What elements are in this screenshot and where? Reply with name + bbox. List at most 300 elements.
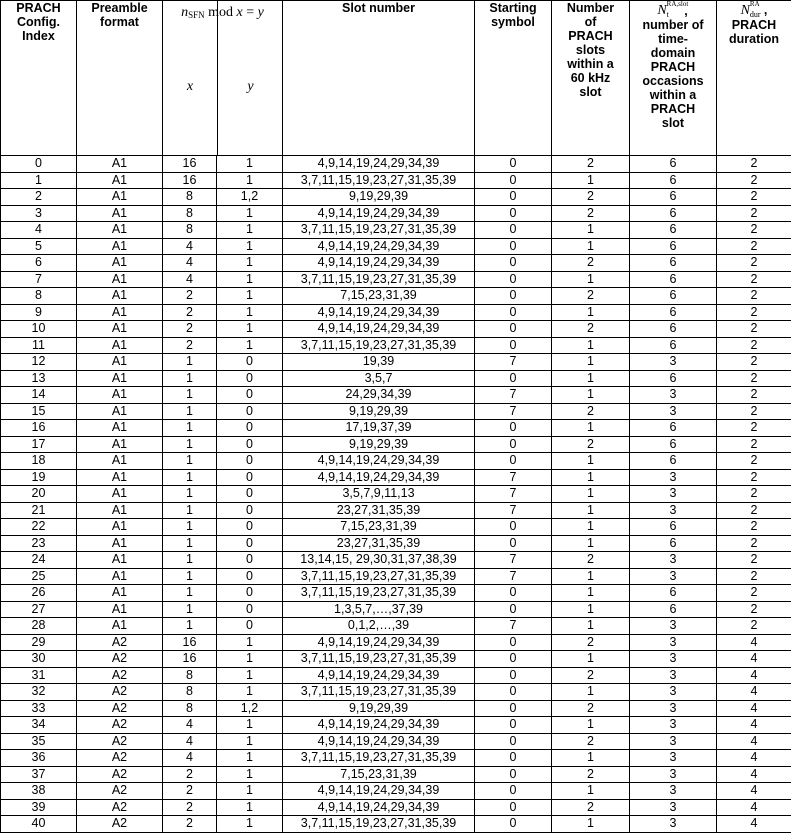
cell-slot-number: 7,15,23,31,39 [283, 519, 475, 536]
cell-config-index: 3 [1, 205, 77, 222]
cell-num-occasions: 6 [630, 304, 717, 321]
cell-x-value: 2 [163, 799, 217, 816]
cell-num-prach-slots: 2 [552, 205, 630, 222]
cell-y-value: 1 [217, 783, 283, 800]
cell-slot-number: 24,29,34,39 [283, 387, 475, 404]
cell-num-prach-slots: 1 [552, 750, 630, 767]
cell-num-occasions: 6 [630, 453, 717, 470]
cell-x-value: 1 [163, 354, 217, 371]
cell-slot-number: 4,9,14,19,24,29,34,39 [283, 453, 475, 470]
cell-config-index: 35 [1, 733, 77, 750]
cell-y-value: 1 [217, 750, 283, 767]
cell-num-occasions: 6 [630, 337, 717, 354]
cell-y-value: 0 [217, 370, 283, 387]
cell-x-value: 1 [163, 585, 217, 602]
cell-x-value: 2 [163, 766, 217, 783]
cell-slot-number: 4,9,14,19,24,29,34,39 [283, 783, 475, 800]
cell-starting-symbol: 0 [475, 436, 552, 453]
cell-prach-duration: 2 [717, 354, 791, 371]
table-row [1, 387, 791, 404]
cell-num-prach-slots: 1 [552, 337, 630, 354]
table-row [1, 436, 791, 453]
cell-x-value: 1 [163, 618, 217, 635]
table-row [1, 255, 791, 272]
table-row [1, 618, 791, 635]
cell-y-value: 1 [217, 222, 283, 239]
cell-config-index: 31 [1, 667, 77, 684]
cell-num-occasions: 3 [630, 634, 717, 651]
cell-config-index: 7 [1, 271, 77, 288]
cell-config-index: 40 [1, 816, 77, 833]
cell-prach-duration: 4 [717, 733, 791, 750]
cell-starting-symbol: 7 [475, 502, 552, 519]
cell-x-value: 1 [163, 420, 217, 437]
table-row [1, 403, 791, 420]
cell-num-prach-slots: 2 [552, 288, 630, 305]
cell-config-index: 34 [1, 717, 77, 734]
cell-starting-symbol: 0 [475, 420, 552, 437]
cell-num-prach-slots: 2 [552, 436, 630, 453]
cell-slot-number: 1,3,5,7,…,37,39 [283, 601, 475, 618]
cell-y-value: 0 [217, 601, 283, 618]
cell-prach-duration: 4 [717, 816, 791, 833]
cell-slot-number: 4,9,14,19,24,29,34,39 [283, 238, 475, 255]
cell-starting-symbol: 7 [475, 354, 552, 371]
table-row [1, 321, 791, 338]
cell-num-occasions: 3 [630, 717, 717, 734]
cell-slot-number: 3,5,7 [283, 370, 475, 387]
cell-x-value: 1 [163, 552, 217, 569]
cell-prach-duration: 2 [717, 420, 791, 437]
cell-y-value: 1 [217, 766, 283, 783]
table-body [1, 156, 791, 833]
cell-x-value: 1 [163, 535, 217, 552]
cell-starting-symbol: 0 [475, 189, 552, 206]
cell-num-prach-slots: 2 [552, 766, 630, 783]
cell-num-prach-slots: 2 [552, 799, 630, 816]
cell-num-prach-slots: 2 [552, 403, 630, 420]
cell-slot-number: 3,7,11,15,19,23,27,31,35,39 [283, 750, 475, 767]
cell-preamble-format: A1 [77, 403, 163, 420]
cell-num-occasions: 3 [630, 733, 717, 750]
cell-num-occasions: 3 [630, 387, 717, 404]
cell-preamble-format: A1 [77, 502, 163, 519]
cell-prach-duration: 2 [717, 618, 791, 635]
cell-x-value: 1 [163, 436, 217, 453]
cell-x-value: 4 [163, 238, 217, 255]
cell-num-occasions: 3 [630, 766, 717, 783]
cell-preamble-format: A2 [77, 783, 163, 800]
cell-config-index: 0 [1, 156, 77, 173]
table-row [1, 651, 791, 668]
cell-slot-number: 3,5,7,9,11,13 [283, 486, 475, 503]
cell-starting-symbol: 0 [475, 816, 552, 833]
table-row [1, 717, 791, 734]
cell-preamble-format: A1 [77, 321, 163, 338]
cell-preamble-format: A1 [77, 387, 163, 404]
cell-starting-symbol: 0 [475, 651, 552, 668]
cell-prach-duration: 2 [717, 337, 791, 354]
cell-num-prach-slots: 1 [552, 420, 630, 437]
cell-num-prach-slots: 1 [552, 568, 630, 585]
cell-y-value: 1 [217, 156, 283, 173]
cell-y-value: 0 [217, 436, 283, 453]
cell-num-prach-slots: 1 [552, 535, 630, 552]
cell-x-value: 2 [163, 321, 217, 338]
header-x-label: x [186, 79, 194, 94]
table-row [1, 205, 791, 222]
cell-prach-duration: 2 [717, 205, 791, 222]
cell-num-prach-slots: 1 [552, 717, 630, 734]
cell-y-value: 1 [217, 651, 283, 668]
table-row [1, 337, 791, 354]
cell-y-value: 0 [217, 568, 283, 585]
table-row [1, 700, 791, 717]
cell-prach-duration: 2 [717, 172, 791, 189]
cell-slot-number: 23,27,31,35,39 [283, 502, 475, 519]
cell-starting-symbol: 0 [475, 222, 552, 239]
cell-starting-symbol: 0 [475, 667, 552, 684]
cell-prach-duration: 2 [717, 486, 791, 503]
cell-y-value: 0 [217, 387, 283, 404]
cell-num-occasions: 3 [630, 651, 717, 668]
cell-slot-number: 23,27,31,35,39 [283, 535, 475, 552]
header-row [1, 1, 791, 156]
cell-slot-number: 4,9,14,19,24,29,34,39 [283, 469, 475, 486]
cell-preamble-format: A2 [77, 651, 163, 668]
cell-preamble-format: A1 [77, 552, 163, 569]
cell-config-index: 39 [1, 799, 77, 816]
cell-starting-symbol: 0 [475, 783, 552, 800]
cell-starting-symbol: 0 [475, 156, 552, 173]
cell-preamble-format: A1 [77, 618, 163, 635]
table-row [1, 222, 791, 239]
cell-num-prach-slots: 2 [552, 156, 630, 173]
cell-x-value: 8 [163, 667, 217, 684]
cell-prach-duration: 2 [717, 403, 791, 420]
cell-slot-number: 3,7,11,15,19,23,27,31,35,39 [283, 568, 475, 585]
cell-starting-symbol: 7 [475, 469, 552, 486]
cell-num-occasions: 3 [630, 552, 717, 569]
table-row [1, 750, 791, 767]
header-num-occasions: N RA,slot t , number of time- domain PRACH occasions within a PRACH slot [630, 1, 717, 156]
cell-slot-number: 3,7,11,15,19,23,27,31,35,39 [283, 816, 475, 833]
cell-prach-duration: 4 [717, 651, 791, 668]
cell-x-value: 1 [163, 469, 217, 486]
cell-y-value: 1 [217, 684, 283, 701]
cell-prach-duration: 2 [717, 601, 791, 618]
cell-y-value: 0 [217, 486, 283, 503]
cell-slot-number: 4,9,14,19,24,29,34,39 [283, 304, 475, 321]
table-row [1, 667, 791, 684]
cell-slot-number: 4,9,14,19,24,29,34,39 [283, 667, 475, 684]
cell-config-index: 23 [1, 535, 77, 552]
cell-num-prach-slots: 1 [552, 238, 630, 255]
cell-starting-symbol: 0 [475, 288, 552, 305]
cell-x-value: 4 [163, 255, 217, 272]
cell-y-value: 1,2 [217, 700, 283, 717]
cell-preamble-format: A1 [77, 453, 163, 470]
cell-starting-symbol: 0 [475, 255, 552, 272]
cell-prach-duration: 2 [717, 222, 791, 239]
cell-config-index: 25 [1, 568, 77, 585]
cell-starting-symbol: 0 [475, 717, 552, 734]
cell-preamble-format: A1 [77, 304, 163, 321]
cell-x-value: 16 [163, 156, 217, 173]
cell-y-value: 1 [217, 816, 283, 833]
cell-num-prach-slots: 1 [552, 370, 630, 387]
cell-num-occasions: 6 [630, 271, 717, 288]
cell-slot-number: 9,19,29,39 [283, 189, 475, 206]
table-row [1, 453, 791, 470]
cell-x-value: 4 [163, 271, 217, 288]
cell-num-prach-slots: 2 [552, 255, 630, 272]
table-row [1, 271, 791, 288]
cell-y-value: 0 [217, 354, 283, 371]
cell-config-index: 20 [1, 486, 77, 503]
cell-preamble-format: A1 [77, 601, 163, 618]
cell-x-value: 2 [163, 337, 217, 354]
cell-preamble-format: A2 [77, 684, 163, 701]
cell-num-occasions: 3 [630, 469, 717, 486]
cell-num-prach-slots: 2 [552, 733, 630, 750]
cell-x-value: 8 [163, 205, 217, 222]
cell-starting-symbol: 7 [475, 568, 552, 585]
cell-slot-number: 4,9,14,19,24,29,34,39 [283, 634, 475, 651]
cell-num-occasions: 6 [630, 436, 717, 453]
cell-slot-number: 3,7,11,15,19,23,27,31,35,39 [283, 222, 475, 239]
cell-starting-symbol: 0 [475, 337, 552, 354]
cell-starting-symbol: 0 [475, 172, 552, 189]
cell-y-value: 1 [217, 205, 283, 222]
cell-x-value: 1 [163, 387, 217, 404]
cell-config-index: 5 [1, 238, 77, 255]
cell-config-index: 36 [1, 750, 77, 767]
cell-starting-symbol: 0 [475, 370, 552, 387]
cell-num-occasions: 3 [630, 700, 717, 717]
cell-num-prach-slots: 2 [552, 552, 630, 569]
cell-x-value: 8 [163, 222, 217, 239]
cell-config-index: 16 [1, 420, 77, 437]
cell-prach-duration: 2 [717, 271, 791, 288]
cell-num-occasions: 3 [630, 684, 717, 701]
cell-num-prach-slots: 1 [552, 387, 630, 404]
cell-prach-duration: 2 [717, 502, 791, 519]
table-row [1, 816, 791, 833]
cell-x-value: 1 [163, 486, 217, 503]
cell-preamble-format: A1 [77, 469, 163, 486]
cell-prach-duration: 2 [717, 156, 791, 173]
table-row [1, 585, 791, 602]
cell-x-value: 1 [163, 519, 217, 536]
cell-config-index: 18 [1, 453, 77, 470]
cell-num-occasions: 3 [630, 816, 717, 833]
cell-slot-number: 3,7,11,15,19,23,27,31,35,39 [283, 271, 475, 288]
cell-starting-symbol: 0 [475, 238, 552, 255]
table-row [1, 502, 791, 519]
cell-num-occasions: 3 [630, 750, 717, 767]
cell-num-occasions: 3 [630, 783, 717, 800]
table-row [1, 733, 791, 750]
cell-y-value: 1 [217, 667, 283, 684]
cell-prach-duration: 2 [717, 321, 791, 338]
cell-preamble-format: A2 [77, 799, 163, 816]
cell-num-prach-slots: 1 [552, 816, 630, 833]
cell-x-value: 4 [163, 733, 217, 750]
cell-config-index: 8 [1, 288, 77, 305]
cell-starting-symbol: 0 [475, 750, 552, 767]
header-preamble-format: Preamble format [77, 1, 163, 156]
table-row [1, 354, 791, 371]
cell-y-value: 0 [217, 403, 283, 420]
table-row [1, 766, 791, 783]
cell-preamble-format: A1 [77, 222, 163, 239]
header-sfn-divider [217, 1, 218, 155]
cell-y-value: 0 [217, 552, 283, 569]
cell-num-prach-slots: 1 [552, 354, 630, 371]
table-row [1, 156, 791, 173]
cell-config-index: 4 [1, 222, 77, 239]
table-row [1, 684, 791, 701]
header-sfn-mod [163, 1, 283, 156]
cell-x-value: 8 [163, 189, 217, 206]
cell-slot-number: 17,19,37,39 [283, 420, 475, 437]
cell-starting-symbol: 0 [475, 634, 552, 651]
cell-num-occasions: 6 [630, 255, 717, 272]
cell-slot-number: 0,1,2,…,39 [283, 618, 475, 635]
header-slot-number: Slot number [283, 1, 475, 156]
cell-config-index: 14 [1, 387, 77, 404]
cell-num-occasions: 3 [630, 799, 717, 816]
cell-config-index: 21 [1, 502, 77, 519]
cell-starting-symbol: 0 [475, 205, 552, 222]
cell-starting-symbol: 0 [475, 684, 552, 701]
cell-x-value: 16 [163, 651, 217, 668]
cell-config-index: 33 [1, 700, 77, 717]
cell-num-occasions: 3 [630, 354, 717, 371]
cell-num-occasions: 6 [630, 585, 717, 602]
cell-num-prach-slots: 1 [552, 222, 630, 239]
cell-config-index: 28 [1, 618, 77, 635]
cell-y-value: 1 [217, 337, 283, 354]
cell-prach-duration: 2 [717, 238, 791, 255]
cell-slot-number: 4,9,14,19,24,29,34,39 [283, 321, 475, 338]
cell-config-index: 30 [1, 651, 77, 668]
cell-prach-duration: 4 [717, 783, 791, 800]
cell-starting-symbol: 0 [475, 733, 552, 750]
cell-y-value: 1 [217, 799, 283, 816]
cell-num-prach-slots: 1 [552, 486, 630, 503]
cell-prach-duration: 2 [717, 304, 791, 321]
table-row [1, 304, 791, 321]
cell-num-prach-slots: 1 [552, 271, 630, 288]
cell-config-index: 32 [1, 684, 77, 701]
cell-x-value: 1 [163, 601, 217, 618]
cell-preamble-format: A2 [77, 750, 163, 767]
cell-starting-symbol: 7 [475, 387, 552, 404]
cell-starting-symbol: 0 [475, 271, 552, 288]
table-row [1, 370, 791, 387]
cell-num-occasions: 3 [630, 403, 717, 420]
cell-prach-duration: 4 [717, 634, 791, 651]
cell-config-index: 29 [1, 634, 77, 651]
cell-slot-number: 4,9,14,19,24,29,34,39 [283, 733, 475, 750]
cell-num-prach-slots: 2 [552, 321, 630, 338]
cell-preamble-format: A2 [77, 717, 163, 734]
cell-y-value: 0 [217, 585, 283, 602]
cell-num-occasions: 6 [630, 189, 717, 206]
cell-prach-duration: 2 [717, 255, 791, 272]
cell-y-value: 0 [217, 420, 283, 437]
cell-slot-number: 4,9,14,19,24,29,34,39 [283, 205, 475, 222]
cell-starting-symbol: 0 [475, 799, 552, 816]
cell-preamble-format: A2 [77, 667, 163, 684]
cell-num-occasions: 6 [630, 420, 717, 437]
table-row [1, 519, 791, 536]
table-row [1, 486, 791, 503]
cell-slot-number: 3,7,11,15,19,23,27,31,35,39 [283, 585, 475, 602]
cell-preamble-format: A1 [77, 568, 163, 585]
cell-num-prach-slots: 1 [552, 469, 630, 486]
cell-starting-symbol: 0 [475, 601, 552, 618]
cell-preamble-format: A1 [77, 486, 163, 503]
cell-num-prach-slots: 1 [552, 502, 630, 519]
table-row [1, 469, 791, 486]
cell-slot-number: 4,9,14,19,24,29,34,39 [283, 255, 475, 272]
cell-config-index: 38 [1, 783, 77, 800]
cell-config-index: 27 [1, 601, 77, 618]
cell-starting-symbol: 7 [475, 486, 552, 503]
table-row [1, 568, 791, 585]
cell-num-occasions: 6 [630, 370, 717, 387]
table-row [1, 189, 791, 206]
cell-prach-duration: 2 [717, 288, 791, 305]
cell-slot-number: 13,14,15, 29,30,31,37,38,39 [283, 552, 475, 569]
cell-x-value: 16 [163, 172, 217, 189]
cell-preamble-format: A1 [77, 436, 163, 453]
cell-x-value: 2 [163, 783, 217, 800]
cell-preamble-format: A1 [77, 420, 163, 437]
cell-num-prach-slots: 2 [552, 634, 630, 651]
cell-starting-symbol: 7 [475, 552, 552, 569]
cell-preamble-format: A1 [77, 189, 163, 206]
cell-prach-duration: 4 [717, 717, 791, 734]
cell-num-prach-slots: 1 [552, 783, 630, 800]
cell-num-occasions: 6 [630, 205, 717, 222]
cell-y-value: 1 [217, 321, 283, 338]
cell-config-index: 9 [1, 304, 77, 321]
cell-config-index: 37 [1, 766, 77, 783]
cell-preamble-format: A1 [77, 205, 163, 222]
cell-config-index: 1 [1, 172, 77, 189]
header-num-prach-slots: Number of PRACH slots within a 60 kHz slot [552, 1, 630, 156]
header-prach-duration: N RA dur , PRACH duration [717, 1, 791, 156]
cell-num-occasions: 6 [630, 156, 717, 173]
cell-preamble-format: A2 [77, 634, 163, 651]
cell-x-value: 2 [163, 288, 217, 305]
cell-prach-duration: 2 [717, 370, 791, 387]
cell-starting-symbol: 0 [475, 766, 552, 783]
cell-prach-duration: 2 [717, 535, 791, 552]
cell-starting-symbol: 0 [475, 519, 552, 536]
cell-num-prach-slots: 1 [552, 519, 630, 536]
cell-config-index: 10 [1, 321, 77, 338]
cell-y-value: 0 [217, 453, 283, 470]
cell-slot-number: 4,9,14,19,24,29,34,39 [283, 156, 475, 173]
cell-y-value: 1,2 [217, 189, 283, 206]
cell-y-value: 0 [217, 502, 283, 519]
cell-num-occasions: 6 [630, 172, 717, 189]
